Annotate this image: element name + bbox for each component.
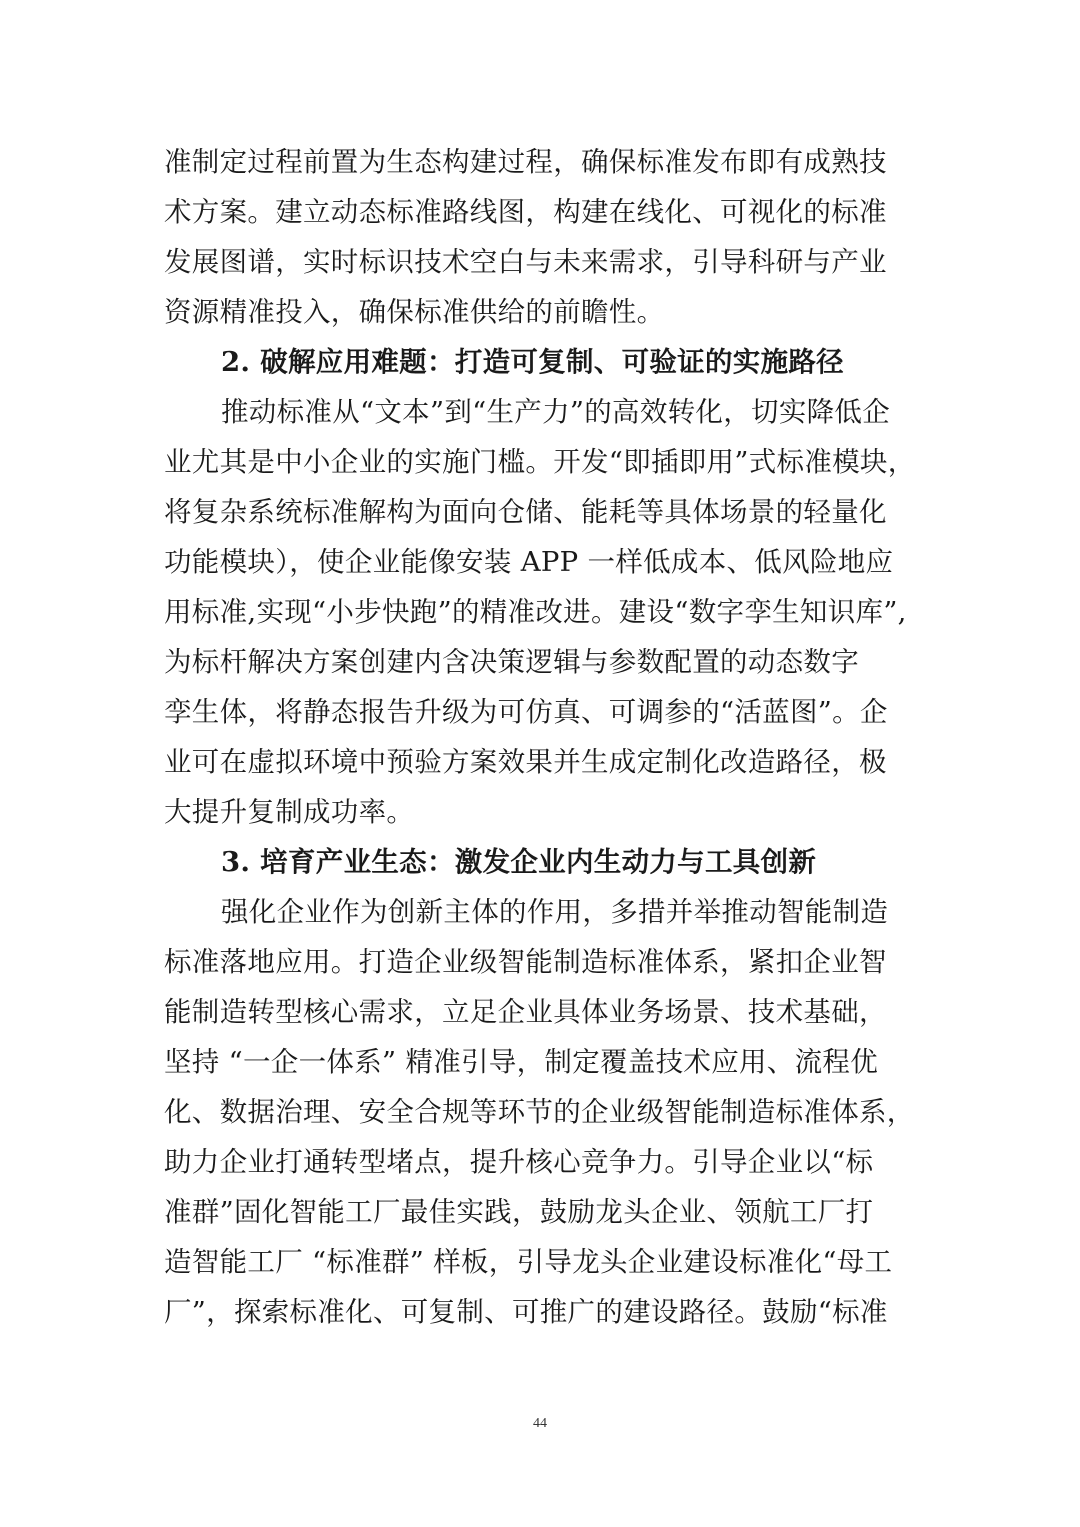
text-line: 化、数据治理、安全合规等环节的企业级智能制造标准体系， <box>164 1096 915 1128</box>
text-line: 资源精准投入，确保标准供给的前瞻性。 <box>164 296 665 328</box>
text-line: 业尤其是中小企业的实施门槛。开发“即插即用”式标准模块， <box>164 446 916 478</box>
text-line: 将复杂系统标准解构为面向仓储、能耗等具体场景的轻量化 <box>164 496 887 528</box>
section-heading: 3. 培育产业生态：激发企业内生动力与工具创新 <box>221 846 817 878</box>
section-heading: 2. 破解应用难题：打造可复制、可验证的实施路径 <box>221 346 844 378</box>
text-line: 准群”固化智能工厂最佳实践，鼓励龙头企业、领航工厂打 <box>164 1196 874 1228</box>
text-line: 大提升复制成功率。 <box>164 796 415 828</box>
text-line: 用标准,实现“小步快跑”的精准改进。建设“数字孪生知识库”, <box>164 596 907 628</box>
text-line: 助力企业打通转型堵点，提升核心竞争力。引导企业以“标 <box>164 1146 874 1178</box>
text-line: 准制定过程前置为生态构建过程，确保标准发布即有成熟技 <box>164 146 887 178</box>
text-line: 孪生体，将静态报告升级为可仿真、可调参的“活蓝图”。企 <box>164 696 888 728</box>
page-number: 44 <box>533 1416 547 1431</box>
text-line: 术方案。建立动态标准路线图，构建在线化、可视化的标准 <box>164 196 887 228</box>
text-line: 业可在虚拟环境中预验方案效果并生成定制化改造路径，极 <box>164 746 887 778</box>
text-line: 能制造转型核心需求，立足企业具体业务场景、技术基础， <box>164 996 887 1028</box>
text-line: 强化企业作为创新主体的作用，多措并举推动智能制造 <box>221 896 889 928</box>
text-line: 标准落地应用。打造企业级智能制造标准体系，紧扣企业智 <box>164 946 887 978</box>
text-line: 造智能工厂 “标准群” 样板，引导龙头企业建设标准化“母工 <box>164 1246 893 1278</box>
text-line: 厂”，探索标准化、可复制、可推广的建设路径。鼓励“标准 <box>164 1296 888 1328</box>
text-line: 发展图谱，实时标识技术空白与未来需求，引导科研与产业 <box>164 246 887 278</box>
text-line: 坚持 “一企一体系” 精准引导，制定覆盖技术应用、流程优 <box>164 1046 878 1078</box>
text-line: 功能模块），使企业能像安装 APP 一样低成本、低风险地应 <box>164 546 894 578</box>
text-line: 推动标准从“文本”到“生产力”的高效转化，切实降低企 <box>221 396 891 428</box>
text-line: 为标杆解决方案创建内含决策逻辑与参数配置的动态数字 <box>164 646 859 678</box>
